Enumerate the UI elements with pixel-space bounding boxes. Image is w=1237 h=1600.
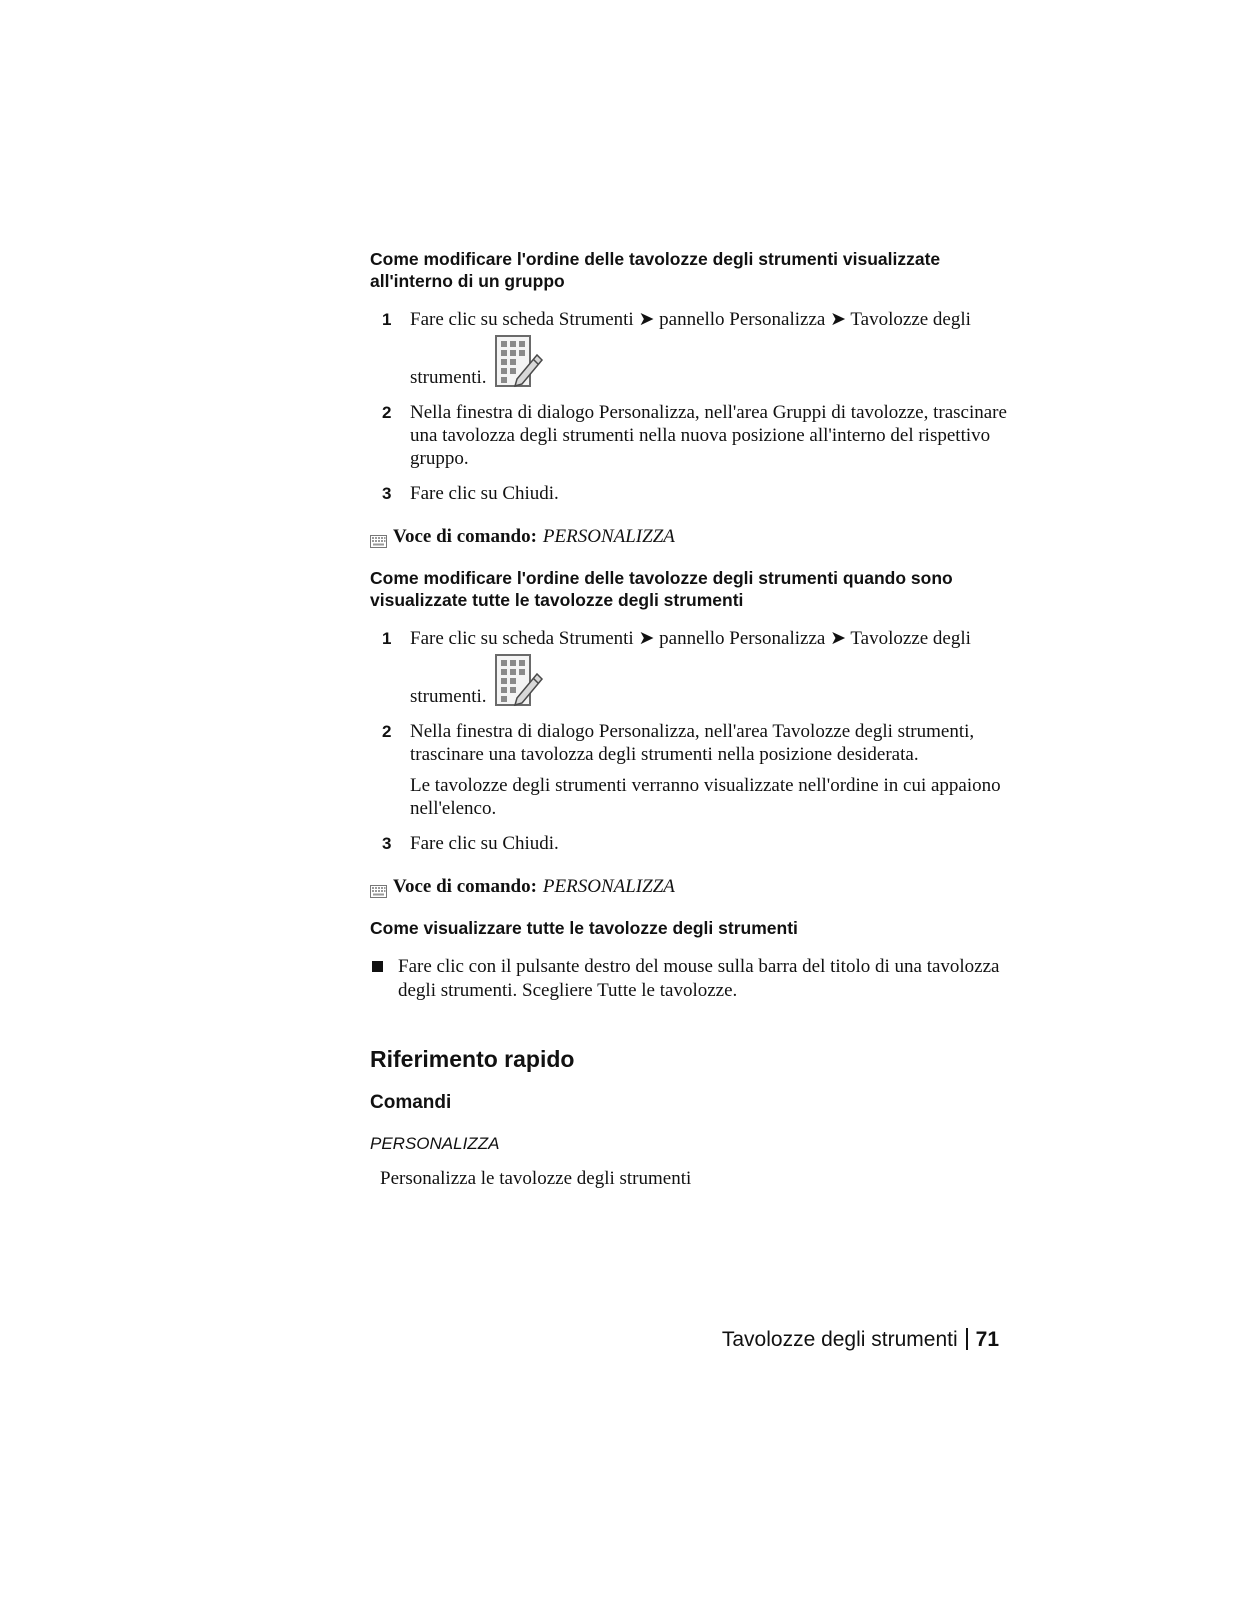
footer-separator [966,1328,968,1350]
step-number: 3 [382,834,392,853]
step-number: 3 [382,484,392,503]
step-text: Fare clic su scheda Strumenti ➤ pannello Personalizza ➤ Tavolozze degli [410,309,971,330]
procedure-title: Come modificare l'ordine delle tavolozze degli strumenti quando sono visualizzate tutte le tavolozze degli strumenti [370,568,953,610]
command-description: Personalizza le tavolozze degli strumenti [380,1168,692,1189]
procedure-title: Come modificare l'ordine delle tavolozze degli strumenti visualizzate all'interno di un gruppo [370,249,941,291]
step [370,627,1020,708]
page-content [370,248,1020,1191]
step-number: 1 [382,629,392,648]
command-entry [370,525,1020,549]
step-number: 2 [382,722,392,741]
footer-chapter-title: Tavolozze degli strumenti [721,1328,958,1351]
bullet-item [370,955,1020,1003]
step-note: Le tavolozze degli strumenti verranno visualizzate nell'ordine in cui appaiono nell'elenco. [410,775,1001,819]
commands-subheading: Comandi [370,1092,452,1113]
page-number: 71 [975,1328,999,1351]
step [370,832,1020,855]
step-number: 1 [382,310,392,329]
step-text: Nella finestra di dialogo Personalizza, nell'area Gruppi di tavolozze, trascinare una tavolozza degli strumenti nella nuova posizione all'interno del rispettivo gruppo. [410,402,1007,469]
step [370,482,1020,505]
command-entry-value: PERSONALIZZA [542,876,675,897]
procedure-title: Come visualizzare tutte le tavolozze degli strumenti [370,918,798,938]
command-entry-label: Voce di comando: [393,876,537,897]
bullet-text: Fare clic con il pulsante destro del mouse sulla barra del titolo di una tavolozza degli strumenti. Scegliere Tutte le tavolozze. [398,956,1000,1001]
page-footer [599,1326,999,1354]
tool-palettes-icon [495,335,545,389]
step [370,401,1020,470]
step [370,720,1020,820]
command-entry-label: Voce di comando: [393,526,537,547]
step-text-continued: strumenti. [410,686,487,707]
step-number: 2 [382,403,392,422]
step-text: Fare clic su Chiudi. [410,483,559,504]
tool-palettes-icon [495,654,545,708]
step-text: Fare clic su Chiudi. [410,833,559,854]
keyboard-icon [370,881,387,894]
command-entry [370,875,1020,899]
bullet-square-icon [370,955,398,1003]
keyboard-icon [370,531,387,544]
step-text-continued: strumenti. [410,367,487,388]
step-text: Fare clic su scheda Strumenti ➤ pannello Personalizza ➤ Tavolozze degli [410,628,971,649]
step-text: Nella finestra di dialogo Personalizza, nell'area Tavolozze degli strumenti, trascinare una tavolozza degli strumenti nella posizione desiderata. [410,721,975,765]
quick-reference-heading: Riferimento rapido [370,1046,575,1072]
command-name: PERSONALIZZA [370,1134,500,1153]
step [370,308,1020,389]
command-entry-value: PERSONALIZZA [542,526,675,547]
